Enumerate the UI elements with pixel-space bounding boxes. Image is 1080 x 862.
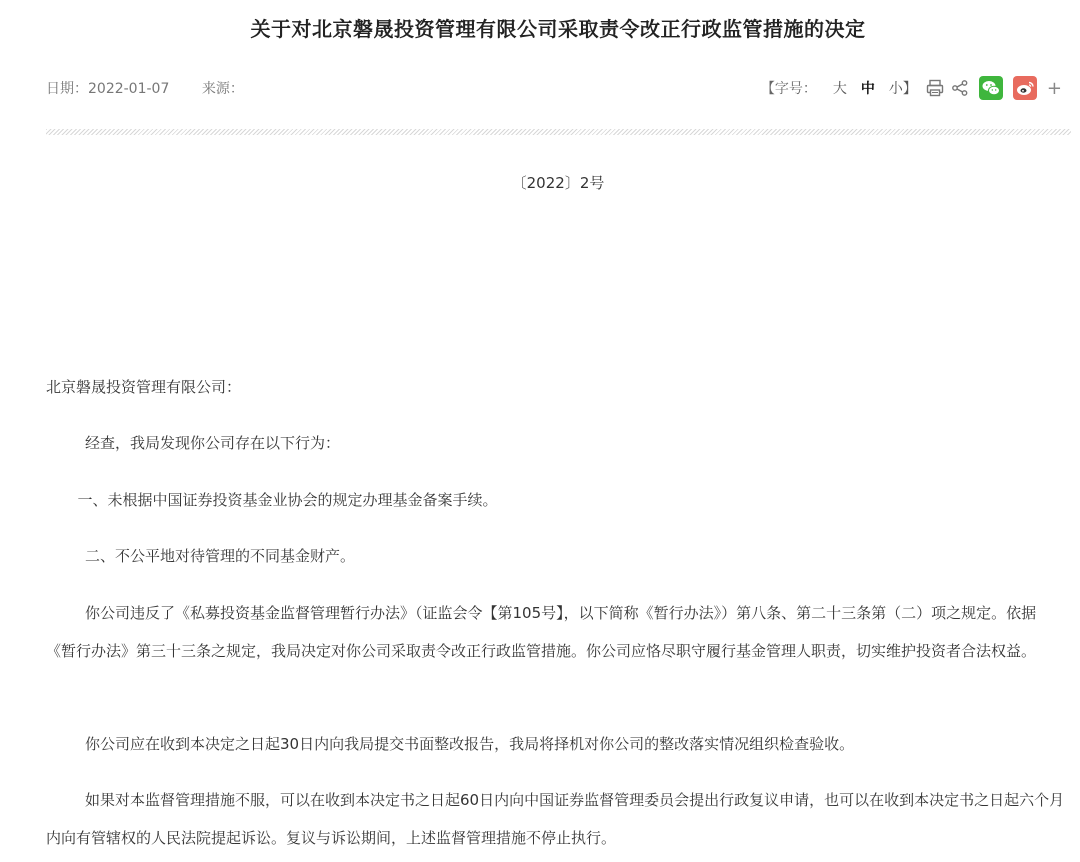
font-size-toolbar — [761, 74, 1062, 102]
weibo-icon[interactable] — [1013, 76, 1037, 100]
page-title: 关于对北京磐晟投资管理有限公司采取责令改正行政监管措施的决定 — [250, 17, 866, 41]
paragraph-appeal: 如果对本监督管理措施不服，可以在收到本决定书之日起60日内向中国证券监督管理委员会提出行政复议申请，也可以在收到本决定书之日起六个月内向有管辖权的人民法院提起诉讼。复议与诉讼期间，上述监督管理措施不停止执行。 — [46, 791, 1065, 847]
meta-bar — [46, 74, 1062, 102]
print-icon[interactable] — [925, 78, 945, 98]
header-divider — [46, 129, 1071, 135]
paragraph-rectification: 你公司应在收到本决定之日起30日内向我局提交书面整改报告，我局将择机对你公司的整改落实情况组织检查验收。 — [85, 735, 855, 753]
plus-icon[interactable]: + — [1046, 77, 1062, 99]
wechat-icon[interactable] — [979, 76, 1003, 100]
font-size-medium-button[interactable]: 中 — [860, 81, 875, 97]
paragraph-item-2: 二、不公平地对待管理的不同基金财产。 — [85, 547, 356, 565]
addressee: 北京磐晟投资管理有限公司： — [46, 378, 242, 396]
meta-left — [46, 78, 272, 98]
paragraph-violation: 你公司违反了《私募投资基金监督管理暂行办法》（证监会令【第105号】，以下简称《暂行办法》）第八条、第二十三条第（二）项之规定。依据《暂行办法》第三十三条之规定，我局决定对你公司采取责令改正行政监管措施。你公司应恪尽职守履行基金管理人职责，切实维护投资者合法权益。 — [46, 604, 1037, 660]
publish-date: 日期：2022-01-07 — [46, 81, 170, 97]
font-size-large-button[interactable]: 大 — [832, 81, 847, 97]
share-icon[interactable] — [951, 79, 969, 97]
font-size-small-button[interactable]: 小】 — [888, 81, 917, 97]
source-label: 来源： — [201, 81, 244, 97]
font-size-label: 【字号： — [760, 81, 817, 97]
document-number: 〔2022〕2号 — [511, 174, 605, 192]
paragraph-item-1: 一、未根据中国证券投资基金业协会的规定办理基金备案手续。 — [77, 491, 498, 509]
paragraph-intro: 经查，我局发现你公司存在以下行为： — [85, 434, 341, 452]
